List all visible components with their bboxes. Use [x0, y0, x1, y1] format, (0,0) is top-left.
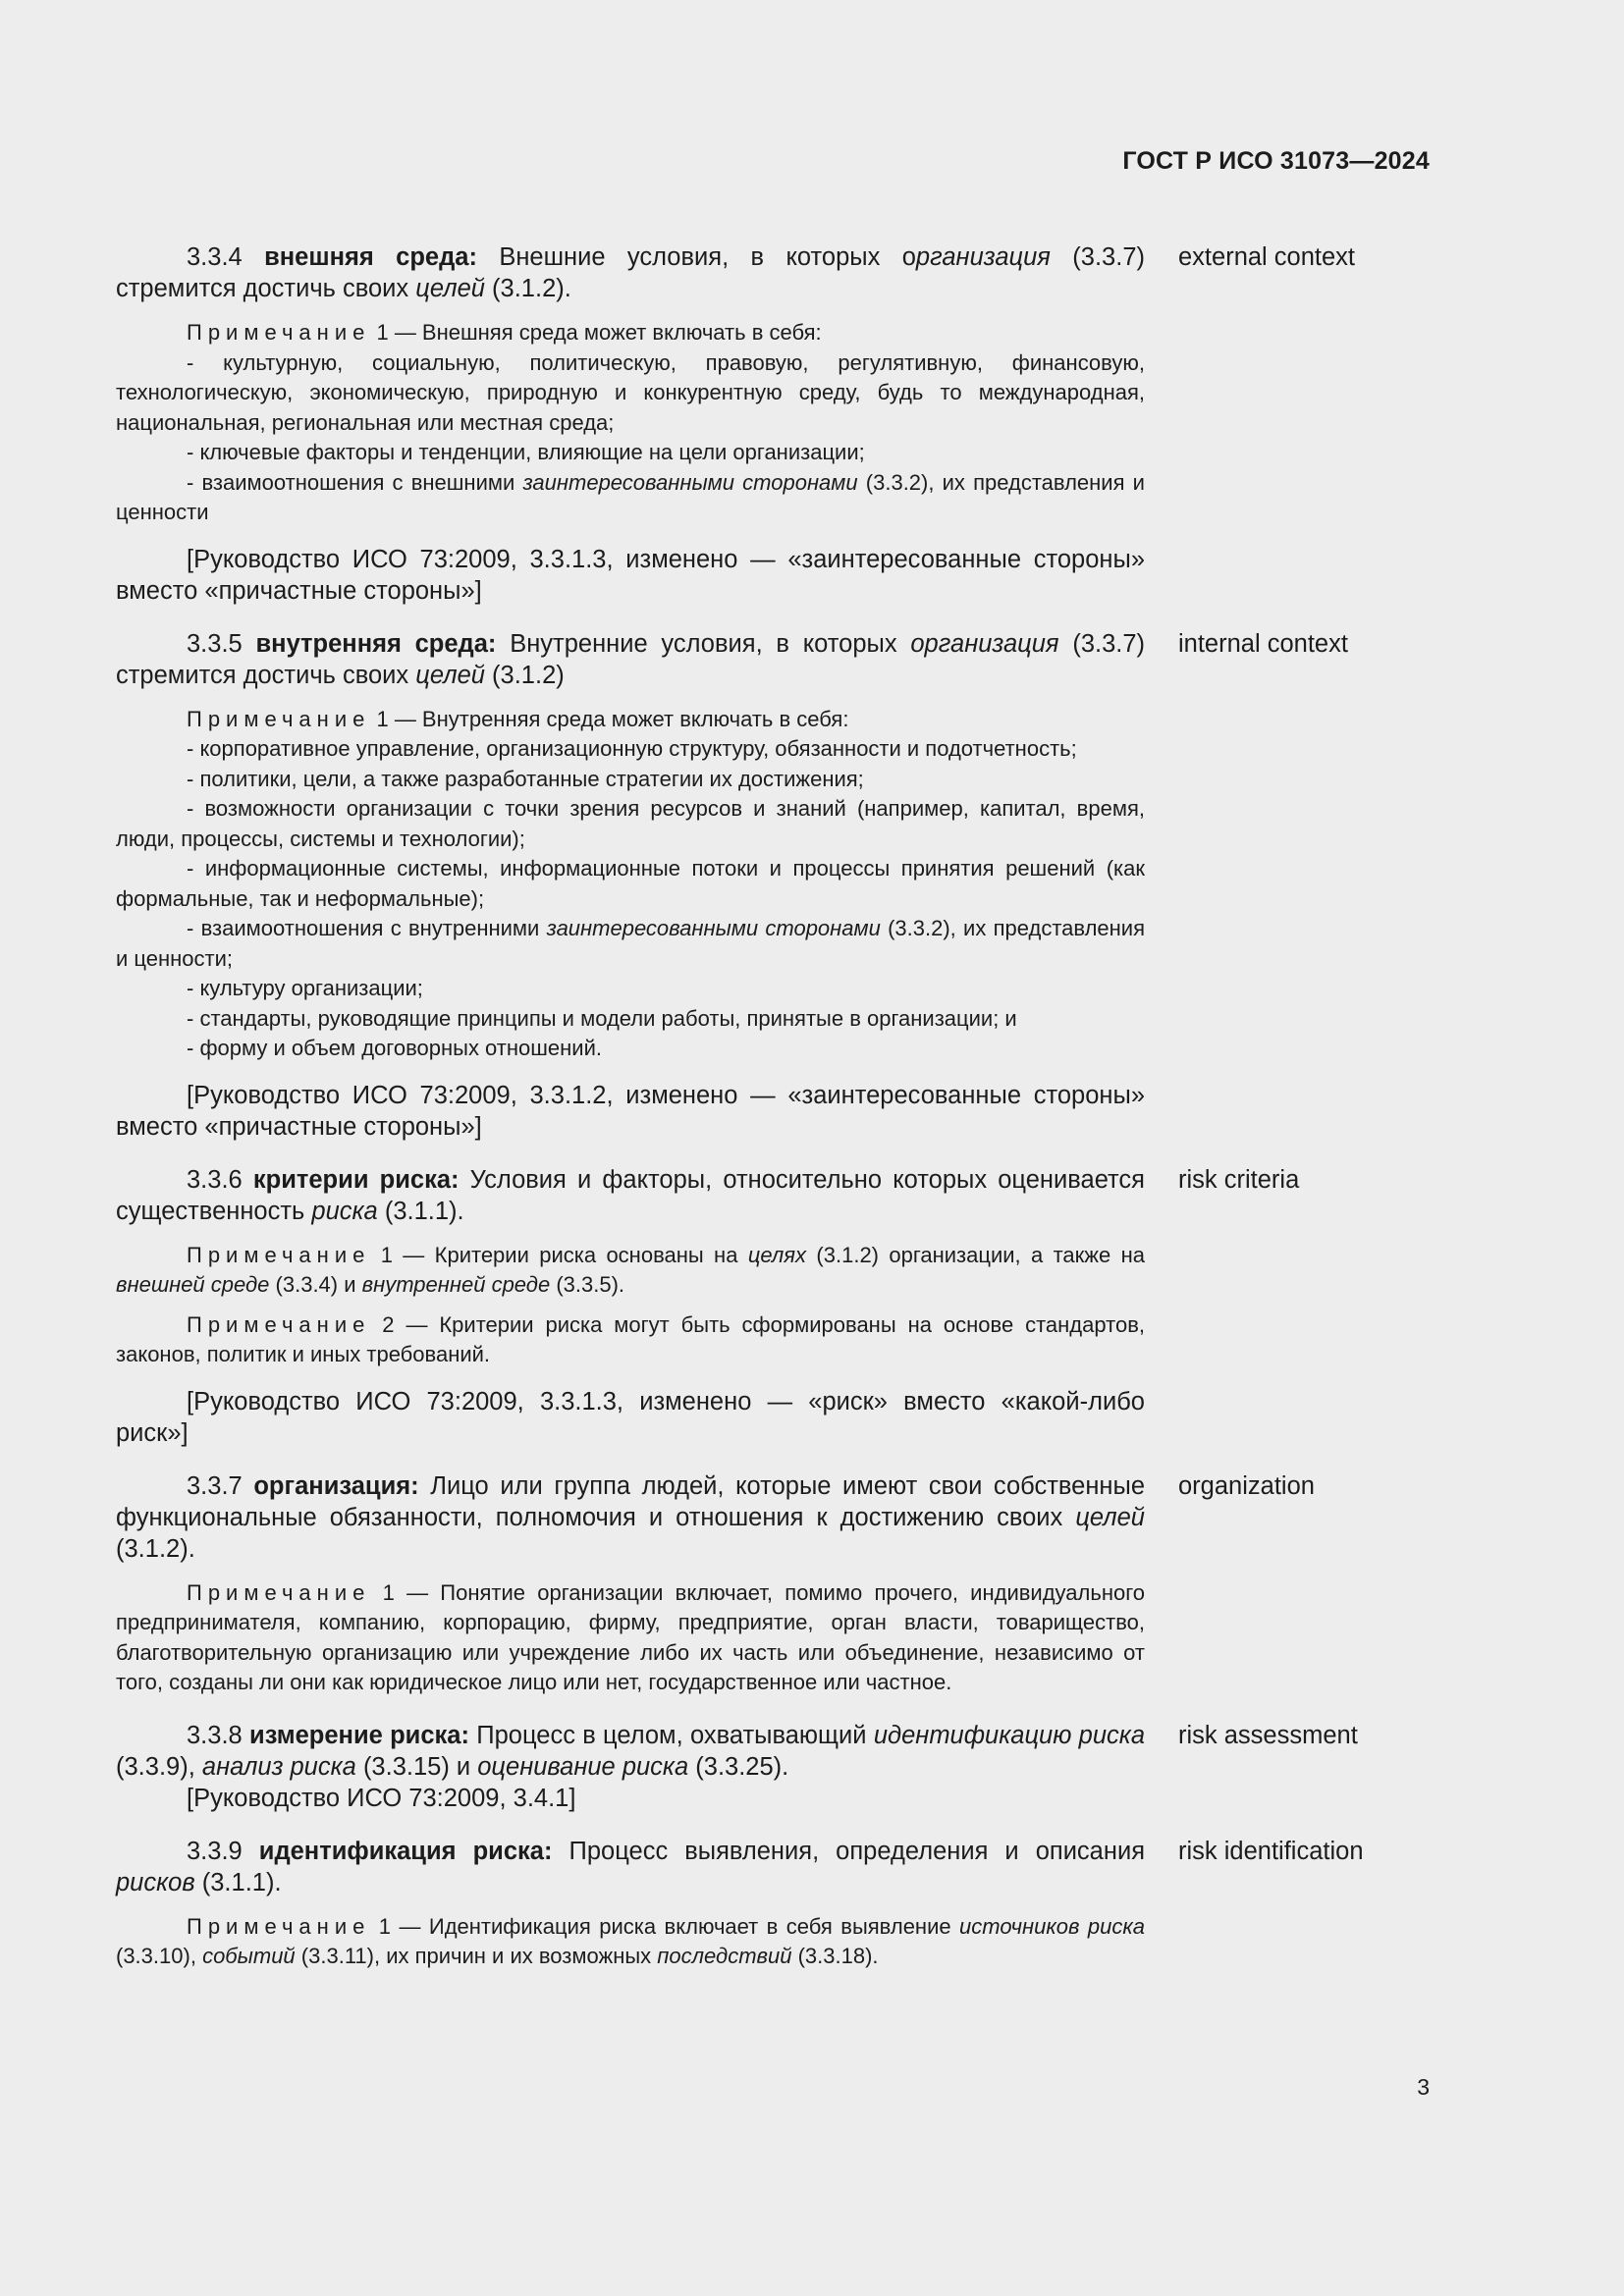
list-item: - политики, цели, а также разработанные стратегии их достижения; [187, 766, 864, 791]
note-label: Примечание [187, 320, 371, 345]
term-entry-3-3-6 [116, 1164, 1432, 1449]
list-item: - информационные системы, информационные потоки и процессы принятия решений (как формальные, так и неформальные); [116, 856, 1145, 911]
term-entry-3-3-9 [116, 1836, 1432, 1972]
term-title: критерии риска: [252, 1165, 460, 1194]
english-equivalent: risk identification [1178, 1837, 1364, 1865]
term-definition: 3.3.6 критерии риска: Условия и факторы, относительно которых оценивается существенность риска (3.1.1). [116, 1165, 1145, 1225]
term-definition: 3.3.9 идентификация риска: Процесс выявления, определения и описания рисков (3.1.1). [116, 1837, 1146, 1896]
list-item: - стандарты, руководящие принципы и модели работы, принятые в организации; и [187, 1005, 1017, 1031]
note-label: Примечание [187, 1913, 371, 1939]
term-definition: 3.3.8 измерение риска: Процесс в целом, охватывающий идентификацию риска (3.3.9), анализ риска (3.3.15) и оценивание риска (3.3.25). [116, 1721, 1146, 1781]
source-reference: [Руководство ИСО 73:2009, 3.4.1] [187, 1784, 576, 1812]
english-equivalent: external context [1178, 243, 1356, 271]
source-reference: [Руководство ИСО 73:2009, 3.3.1.3, изменено — «заинтересованные стороны» вместо «причастные стороны»] [116, 545, 1145, 605]
term-note: Примечание 1 — Внешняя среда может включать в себя: - культурную, социальную, политическую, правовую, регулятивную, финансовую, технологическую, экономическую, природную и конкурентную среду, будь то международная, национальная, региональная или местная среда; - ключевые факторы и тенденции, влияющие на цели организации; - взаимоотношения с внешними заинтересованными сторонами (3.3.2), их представления и ценности [116, 318, 1145, 528]
list-item: - возможности организации с точки зрения ресурсов и знаний (например, капитал, время, люди, процессы, системы и технологии); [116, 796, 1145, 851]
term-note: Примечание 1 — Идентификация риска включает в себя выявление источников риска (3.3.10), событий (3.3.11), их причин и их возможных последствий (3.3.18). [116, 1913, 1145, 1968]
page-number: 3 [1417, 2074, 1430, 2100]
term-title: внутренняя среда: [255, 629, 497, 658]
english-equivalent: risk criteria [1178, 1165, 1300, 1194]
term-number: 3.3.9 [187, 1837, 243, 1865]
document-code: ГОСТ Р ИСО 31073—2024 [1122, 147, 1430, 175]
list-item: - культуру организации; [187, 976, 423, 1000]
english-equivalent: internal context [1178, 629, 1348, 658]
term-note: Примечание 1 — Критерии риска основаны на целях (3.1.2) организации, а также на внешней среде (3.3.4) и внутренней среде (3.3.5). Примечание 2 — Критерии риска могут быть сформированы на основе стандартов, законов, политик и иных требований. [116, 1242, 1146, 1366]
english-equivalent: organization [1178, 1471, 1315, 1500]
source-reference: [Руководство ИСО 73:2009, 3.3.1.2, изменено — «заинтересованные стороны» вместо «причастные стороны»] [116, 1081, 1145, 1141]
term-note: Примечание 1 — Понятие организации включает, помимо прочего, индивидуального предпринимателя, компанию, корпорацию, фирму, предприятие, орган власти, товарищество, благотворительную организацию или учреждение либо их часть или объединение, независимо от того, созданы ли они как юридическое лицо или нет, государственное или частное. [116, 1579, 1145, 1694]
term-title: внешняя среда: [264, 243, 477, 271]
list-item: - ключевые факторы и тенденции, влияющие на цели организации; [187, 440, 865, 464]
term-note: Примечание 1 — Внутренняя среда может включать в себя: - корпоративное управление, организационную структуру, обязанности и подотчетность; - политики, цели, а также разработанные стратегии их достижения; - возможности организации с точки зрения ресурсов и знаний (например, капитал, время, люди, процессы, системы и технологии); - информационные системы, информационные потоки и процессы принятия решений (как формальные, так и неформальные); - взаимоотношения с внутренними заинтересованными сторонами (3.3.2), их представления и ценности; - культуру организации; - стандарты, руководящие принципы и модели работы, принятые в организации; и - форму и объем договорных отношений. [116, 705, 1145, 1064]
term-entry-3-3-7 [116, 1470, 1432, 1698]
note-label: Примечание [187, 706, 371, 731]
list-item: - взаимоотношения с внешними заинтересованными сторонами (3.3.2), их представления и ценности [116, 469, 1145, 524]
english-equivalent: risk assessment [1178, 1721, 1358, 1749]
term-definition: 3.3.4 внешняя среда: Внешние условия, в которых организация (3.3.7) стремится достичь своих целей (3.1.2). [116, 243, 1145, 302]
term-title: организация: [253, 1471, 419, 1500]
note-label: Примечание [187, 1242, 371, 1267]
term-number: 3.3.7 [187, 1471, 243, 1500]
term-entry-3-3-5 [116, 628, 1432, 1143]
term-number: 3.3.5 [187, 629, 243, 658]
term-definition: 3.3.5 внутренняя среда: Внутренние условия, в которых организация (3.3.7) стремится достичь своих целей (3.1.2) [116, 629, 1146, 689]
term-number: 3.3.4 [187, 243, 243, 271]
document-body [116, 241, 1432, 1994]
source-reference: [Руководство ИСО 73:2009, 3.3.1.3, изменено — «риск» вместо «какой-либо риск»] [116, 1387, 1145, 1447]
list-item: - корпоративное управление, организационную структуру, обязанности и подотчетность; [187, 736, 1077, 761]
term-definition: 3.3.7 организация: Лицо или группа людей, которые имеют свои собственные функциональные обязанности, полномочия и отношения к достижению своих целей (3.1.2). [116, 1471, 1146, 1563]
term-entry-3-3-8 [116, 1720, 1432, 1814]
term-entry-3-3-4 [116, 241, 1432, 607]
term-number: 3.3.6 [187, 1165, 243, 1194]
note-label: Примечание [187, 1579, 371, 1605]
term-title: измерение риска: [249, 1721, 469, 1749]
list-item: - взаимоотношения с внутренними заинтересованными сторонами (3.3.2), их представления и ценности; [116, 916, 1145, 971]
term-title: идентификация риска: [258, 1837, 553, 1865]
list-item: - культурную, социальную, политическую, правовую, регулятивную, финансовую, технологическую, экономическую, природную и конкурентную среду, будь то международная, национальная, региональная или местная среда; [116, 349, 1145, 435]
note-label: Примечание [187, 1311, 371, 1337]
list-item: - форму и объем договорных отношений. [187, 1036, 602, 1060]
term-number: 3.3.8 [187, 1721, 243, 1749]
